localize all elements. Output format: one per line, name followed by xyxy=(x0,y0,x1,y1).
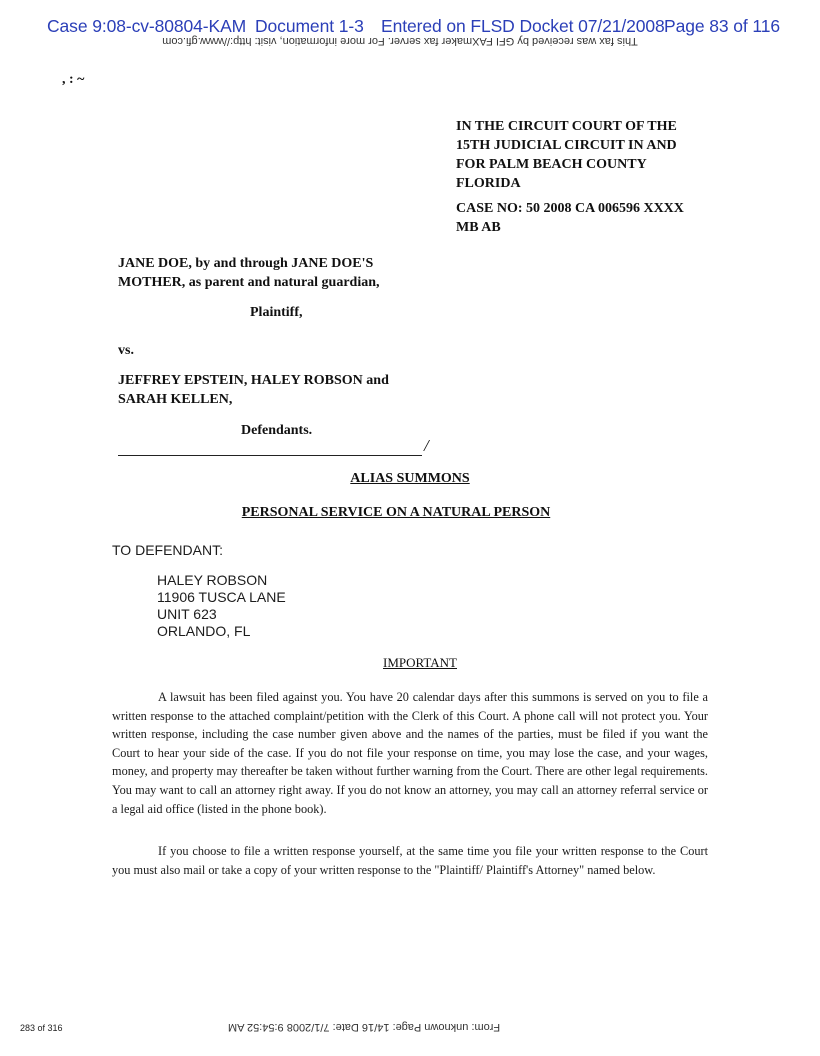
important-paragraph-2: If you choose to file a written response yourself, at the same time you file your written response to the Court you must also mail or take a copy of your written response to the "Plaintiff/ Plaintiff's Attorney" named below. xyxy=(112,844,708,877)
defendant-names xyxy=(118,371,389,409)
court-line: IN THE CIRCUIT COURT OF THE xyxy=(456,119,677,134)
case-number-line: MB AB xyxy=(456,220,501,235)
case-number-line: CASE NO: 50 2008 CA 006596 XXXX xyxy=(456,201,684,216)
stray-marks: , : ~ xyxy=(62,72,85,87)
header-page: Page 83 of 116 xyxy=(664,16,781,36)
court-line: FOR PALM BEACH COUNTY xyxy=(456,157,647,172)
defendant-line: JEFFREY EPSTEIN, HALEY ROBSON and xyxy=(118,373,389,388)
address-line: UNIT 623 xyxy=(157,606,217,622)
plaintiff-role: Plaintiff, xyxy=(250,305,303,320)
versus: vs. xyxy=(118,343,134,358)
header-case-number: Case 9:08-cv-80804-KAM xyxy=(47,16,247,36)
court-caption xyxy=(456,117,756,193)
caption-slash: / xyxy=(424,436,429,455)
address-line: ORLANDO, FL xyxy=(157,623,251,639)
address-line: HALEY ROBSON xyxy=(157,572,268,588)
court-line: 15TH JUDICIAL CIRCUIT IN AND xyxy=(456,138,677,153)
plaintiff-name xyxy=(118,254,380,292)
important-heading: IMPORTANT xyxy=(382,655,457,670)
important-paragraph-1: A lawsuit has been filed against you. You have 20 calendar days after this summons is served on you to file a written response to the attached complaint/petition with the Clerk of this Court. A phone call will not protect you. Your written response, including the case number given above and the names of the parties, must be filed if you want the Court to hear your side of the case. If you do not file your response on time, you may lose the case, and your wages, money, and property may thereafter be taken without further warning from the Court. There are other legal requirements. You may want to call an attorney right away. If you do not know an attorney, you may call an attorney referral service or a legal aid office (listed in the phone book). xyxy=(112,690,708,816)
header-document: Document 1-3 xyxy=(255,16,364,36)
summons-title: ALIAS SUMMONS xyxy=(350,471,470,486)
header-entered: Entered on FLSD Docket 07/21/2008 xyxy=(381,16,665,36)
service-title: PERSONAL SERVICE ON A NATURAL PERSON xyxy=(241,505,551,520)
caption-rule xyxy=(118,455,422,456)
defendant-address xyxy=(157,572,286,640)
plaintiff-line: JANE DOE, by and through JANE DOE'S xyxy=(118,256,374,271)
plaintiff-line: MOTHER, as parent and natural guardian, xyxy=(118,275,380,290)
defendant-line: SARAH KELLEN, xyxy=(118,392,233,407)
defendant-role: Defendants. xyxy=(241,423,313,438)
fax-notice: This fax was received by GFI FAXmaker fax server. For more information, visit: http://www.gfi.com xyxy=(162,35,638,47)
page-count: 283 of 316 xyxy=(20,1023,63,1033)
fax-footer: From: unknown Page: 14/16 Date: 7/1/2008 9:54:52 AM xyxy=(228,1021,501,1033)
address-line: 11906 TUSCA LANE xyxy=(157,589,286,605)
case-number-block xyxy=(456,199,756,237)
to-defendant-label: TO DEFENDANT: xyxy=(112,542,223,558)
court-line: FLORIDA xyxy=(456,176,521,191)
